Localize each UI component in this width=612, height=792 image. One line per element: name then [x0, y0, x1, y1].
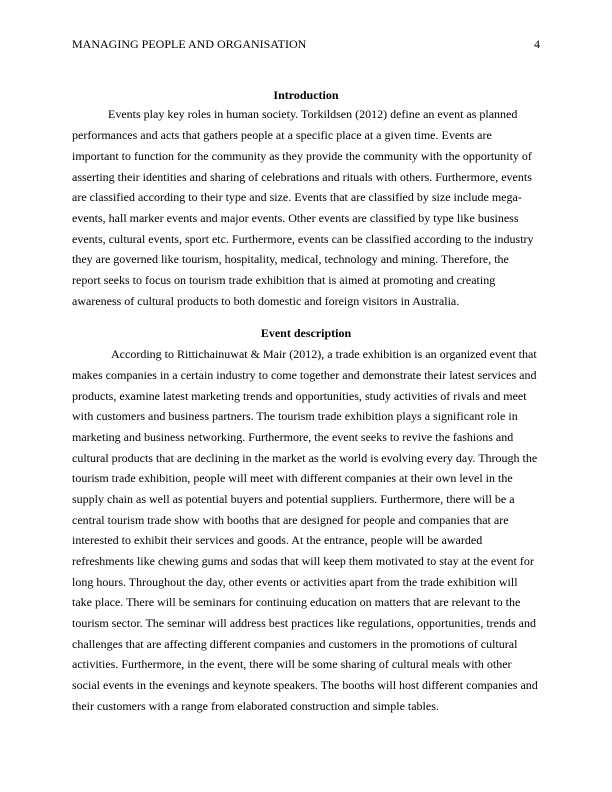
paragraph-line: long hours. Throughout the day, other events or activities apart from the trade exhibition will — [72, 575, 518, 589]
paragraph-line: activities. Furthermore, in the event, there will be some sharing of cultural meals with other — [72, 657, 512, 671]
running-title: MANAGING PEOPLE AND ORGANISATION — [72, 37, 307, 51]
paragraph-line: Events play key roles in human society. Torkildsen (2012) define an event as planned — [108, 107, 518, 121]
paragraph-line: take place. There will be seminars for continuing education on matters that are relevant to the — [72, 595, 521, 609]
paragraph-line: events, hall marker events and major events. Other events are classified by type like business — [72, 211, 519, 225]
page-number: 4 — [534, 37, 540, 51]
paragraph-line: According to Rittichainuwat & Mair (2012), a trade exhibition is an organized event that — [111, 347, 537, 361]
paragraph-line: report seeks to focus on tourism trade exhibition that is aimed at promoting and creating — [72, 273, 496, 287]
paragraph-line: are classified according to their type and size. Events that are classified by size include mega- — [72, 190, 522, 204]
paragraph-line: important to function for the community as they provide the community with the opportunity of — [72, 149, 532, 163]
paragraph-line: tourism trade exhibition, people will meet with different companies at their own level in the — [72, 471, 513, 485]
paragraph-line: cultural products that are declining in the market as the world is evolving every day. Through the — [72, 451, 538, 465]
paragraph-line: with customers and business partners. The tourism trade exhibition plays a significant role in — [72, 409, 518, 423]
paragraph-line: their customers with a range from elaborated construction and simple tables. — [72, 699, 439, 713]
paragraph-line: refreshments like chewing gums and sodas that will keep them motivated to stay at the event for — [72, 554, 534, 568]
running-head — [72, 36, 540, 52]
paragraph-line: marketing and business networking. Furthermore, the event seeks to revive the fashions and — [72, 430, 514, 444]
paragraph-line: performances and acts that gathers people at a specific place at a given time. Events are — [72, 128, 492, 142]
paragraph-line: asserting their identities and sharing of celebrations and rituals with others. Furthermore, events — [72, 170, 532, 184]
paragraph-line: challenges that are affecting different companies and customers in the promotions of cultural — [72, 637, 518, 651]
paragraph-line: central tourism trade show with booths that are designed for people and companies that are — [72, 513, 509, 527]
paragraph-line: they are governed like tourism, hospitality, medical, technology and mining. Therefore, the — [72, 252, 509, 266]
paragraph-line: supply chain as well as potential buyers and potential suppliers. Furthermore, there will be a — [72, 492, 515, 506]
introduction-heading: Introduction — [273, 88, 339, 102]
paragraph-line: events, cultural events, sport etc. Furthermore, events can be classified according to the industry — [72, 232, 534, 246]
paragraph-line: interested to exhibit their services and goods. At the entrance, people will be awarded — [72, 533, 483, 547]
paragraph-line: products, examine latest marketing trends and opportunities, study activities of rivals and meet — [72, 389, 527, 403]
paragraph-line: social events in the evenings and keynote speakers. The booths will host different companies and — [72, 678, 538, 692]
event-description-heading: Event description — [260, 326, 352, 340]
paragraph-line: awareness of cultural products to both domestic and foreign visitors in Australia. — [72, 294, 460, 308]
paragraph-line: makes companies in a certain industry to come together and demonstrate their latest services and — [72, 368, 537, 382]
paragraph-line: tourism sector. The seminar will address best practices like regulations, opportunities, trends and — [72, 616, 537, 630]
